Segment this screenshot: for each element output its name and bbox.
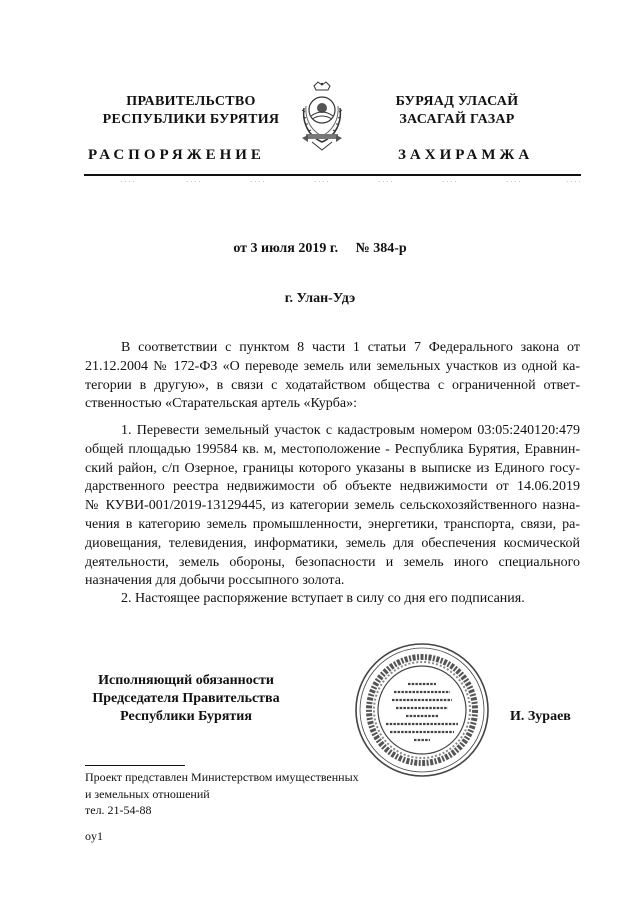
issue-place: г. Улан-Удэ xyxy=(284,291,356,306)
text-line: № КУВИ-001/2019-13129445, из категории земель сельскохозяйственного назна- xyxy=(85,498,580,514)
header-dotted-marks: · · · · · · · · · · · · · · · · · · · · · · · · · · · · · · · · xyxy=(120,178,581,186)
order-date-number xyxy=(0,241,640,257)
text-line: В соответствии с пунктом 8 части 1 статьи 7 Федерального закона от xyxy=(121,340,580,355)
item-1-paragraph xyxy=(85,422,580,591)
item-2-paragraph xyxy=(85,590,580,609)
header-right-line: ЗАСАГАЙ ГАЗАР xyxy=(399,112,515,127)
text-line: назначения для добычи россыпного золота. xyxy=(85,573,345,589)
text-line: ственностью «Старательская артель «Курба»: xyxy=(85,396,357,412)
header-left-line: ПРАВИТЕЛЬСТВО xyxy=(126,94,256,109)
text-line: деятельности, земель обороны, безопасности и земель иного специального xyxy=(85,554,580,570)
header-left-line: РЕСПУБЛИКИ БУРЯТИЯ xyxy=(102,112,280,127)
text-line: общей площадью 199584 кв. м, местоположение - Республика Бурятия, Еравнин- xyxy=(85,441,580,457)
text-line: 2. Настоящее распоряжение вступает в силу со дня его подписания. xyxy=(121,591,525,606)
text-line: 1. Перевести земельный участок с кадастровым номером 03:05:240120:479 xyxy=(121,423,580,438)
footer-line: Проект представлен Министерством имущественных xyxy=(85,770,359,784)
signatory-title xyxy=(86,672,286,726)
signatory-title-line: Республики Бурятия xyxy=(120,709,252,724)
header-right xyxy=(362,93,552,129)
text-line: ский район, с/п Озерное, границы которого указаны в выписке из Единого госу- xyxy=(85,460,580,476)
footer-line: тел. 21-54-88 xyxy=(85,803,152,817)
official-seal-icon xyxy=(352,640,492,780)
doc-type-ru: РАСПОРЯЖЕНИЕ xyxy=(88,147,265,163)
header-right-line: БУРЯАД УЛАСАЙ xyxy=(395,94,519,109)
doc-type-bua: ЗАХИРАМЖА xyxy=(398,147,534,163)
signatory-title-line: Председателя Правительства xyxy=(92,691,280,706)
text-line: дарственного реестра недвижимости об объекте недвижимости от 14.06.2019 xyxy=(85,479,580,495)
coat-of-arms-icon xyxy=(296,80,348,154)
footer-divider xyxy=(85,765,185,766)
text-line: чения в категорию земель промышленности, энергетики, транспорта, связи, ра- xyxy=(85,516,580,532)
signatory-title-line: Исполняющий обязанности xyxy=(98,673,274,688)
order-number: № 384-р xyxy=(355,241,407,256)
text-line: 21.12.2004 № 172-ФЗ «О переводе земель или земельных участков из одной ка- xyxy=(85,358,580,374)
preamble-paragraph xyxy=(85,339,580,414)
footer-note xyxy=(85,769,359,819)
text-line: диовещания, телевидения, информатики, земель для обеспечения космической xyxy=(85,535,580,551)
executor-code: oy1 xyxy=(85,829,103,843)
order-date: от 3 июля 2019 г. xyxy=(233,241,339,256)
header-divider xyxy=(84,174,581,176)
footer-line: и земельных отношений xyxy=(85,786,210,801)
signatory-name: И. Зураев xyxy=(510,709,571,724)
header-left xyxy=(96,93,286,129)
text-line: тегории в другую», в связи с ходатайством общества с ограниченной ответ- xyxy=(85,377,580,393)
